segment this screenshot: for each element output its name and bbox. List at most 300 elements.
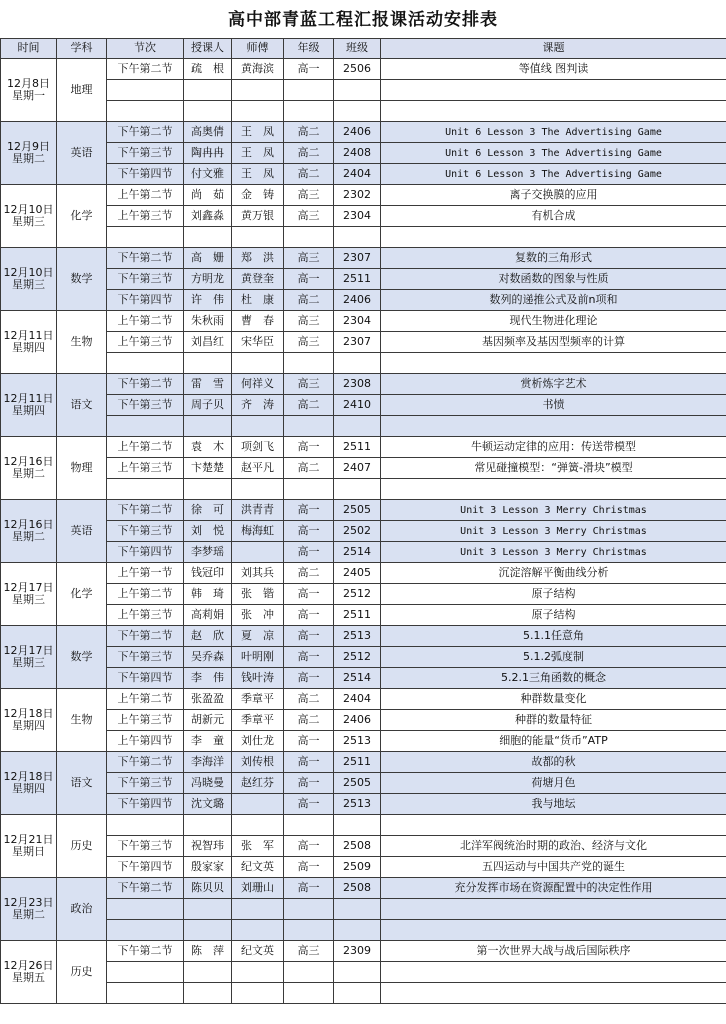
- period-cell: 上午第一节: [107, 563, 184, 584]
- date-label: 12月21日: [3, 833, 54, 846]
- table-row: [1, 815, 726, 836]
- grade-cell: [284, 80, 334, 101]
- table-row: [1, 920, 726, 941]
- mentor-cell: 刘其兵: [232, 563, 284, 584]
- period-cell: [107, 815, 184, 836]
- topic-cell: Unit 3 Lesson 3 Merry Christmas: [381, 521, 726, 542]
- table-row: [1, 752, 726, 773]
- grade-cell: 高三: [284, 311, 334, 332]
- table-row: [1, 584, 726, 605]
- class-cell: [334, 353, 381, 374]
- class-cell: 2406: [334, 290, 381, 311]
- mentor-cell: 郑 洪: [232, 248, 284, 269]
- teacher-cell: 朱秋雨: [184, 311, 232, 332]
- period-cell: 下午第二节: [107, 248, 184, 269]
- period-cell: 上午第二节: [107, 185, 184, 206]
- mentor-cell: 曹 春: [232, 311, 284, 332]
- grade-cell: [284, 479, 334, 500]
- weekday-label: 星期二: [12, 908, 45, 921]
- class-cell: 2410: [334, 395, 381, 416]
- date-label: 12月9日: [7, 140, 50, 153]
- period-cell: 上午第三节: [107, 605, 184, 626]
- date-label: 12月17日: [3, 644, 54, 657]
- grade-cell: [284, 983, 334, 1004]
- period-cell: 下午第二节: [107, 374, 184, 395]
- class-cell: [334, 227, 381, 248]
- class-cell: 2512: [334, 647, 381, 668]
- mentor-cell: 刘仕龙: [232, 731, 284, 752]
- column-header-grade: 年级: [284, 39, 334, 59]
- grade-cell: [284, 101, 334, 122]
- topic-cell: [381, 920, 726, 941]
- table-row: [1, 500, 726, 521]
- teacher-cell: [184, 815, 232, 836]
- class-cell: 2406: [334, 710, 381, 731]
- topic-cell: 现代生物进化理论: [381, 311, 726, 332]
- teacher-cell: 徐 可: [184, 500, 232, 521]
- weekday-label: 星期日: [12, 845, 45, 858]
- topic-cell: 我与地坛: [381, 794, 726, 815]
- mentor-cell: 何祥义: [232, 374, 284, 395]
- teacher-cell: 吴乔森: [184, 647, 232, 668]
- class-cell: [334, 920, 381, 941]
- subject-cell: 数学: [57, 626, 107, 689]
- topic-cell: Unit 3 Lesson 3 Merry Christmas: [381, 500, 726, 521]
- date-label: 12月11日: [3, 392, 54, 405]
- topic-cell: 种群数量变化: [381, 689, 726, 710]
- mentor-cell: 黄万银: [232, 206, 284, 227]
- grade-cell: 高三: [284, 185, 334, 206]
- mentor-cell: [232, 899, 284, 920]
- mentor-cell: 纪文英: [232, 857, 284, 878]
- teacher-cell: 许 伟: [184, 290, 232, 311]
- period-cell: 下午第四节: [107, 857, 184, 878]
- period-cell: 上午第二节: [107, 311, 184, 332]
- topic-cell: 五四运动与中国共产党的诞生: [381, 857, 726, 878]
- subject-cell: 化学: [57, 563, 107, 626]
- class-cell: 2408: [334, 143, 381, 164]
- grade-cell: 高一: [284, 794, 334, 815]
- topic-cell: 5.2.1三角函数的概念: [381, 668, 726, 689]
- class-cell: 2511: [334, 437, 381, 458]
- mentor-cell: 叶明刚: [232, 647, 284, 668]
- table-row: [1, 878, 726, 899]
- date-label: 12月26日: [3, 959, 54, 972]
- date-cell: [1, 878, 57, 941]
- date-label: 12月18日: [3, 707, 54, 720]
- teacher-cell: 付文雅: [184, 164, 232, 185]
- grade-cell: 高二: [284, 122, 334, 143]
- grade-cell: [284, 899, 334, 920]
- subject-cell: 生物: [57, 311, 107, 374]
- mentor-cell: [232, 80, 284, 101]
- weekday-label: 星期三: [12, 656, 45, 669]
- table-row: [1, 374, 726, 395]
- class-cell: 2308: [334, 374, 381, 395]
- mentor-cell: 季章平: [232, 710, 284, 731]
- mentor-cell: 金 铸: [232, 185, 284, 206]
- period-cell: 上午第四节: [107, 731, 184, 752]
- period-cell: 上午第三节: [107, 332, 184, 353]
- mentor-cell: 刘珊山: [232, 878, 284, 899]
- weekday-label: 星期五: [12, 971, 45, 984]
- period-cell: [107, 101, 184, 122]
- grade-cell: 高三: [284, 206, 334, 227]
- table-row: [1, 668, 726, 689]
- date-cell: [1, 185, 57, 248]
- topic-cell: [381, 227, 726, 248]
- subject-cell: 数学: [57, 248, 107, 311]
- column-header-class: 班级: [334, 39, 381, 59]
- table-row: [1, 563, 726, 584]
- class-cell: [334, 815, 381, 836]
- period-cell: [107, 983, 184, 1004]
- period-cell: [107, 920, 184, 941]
- period-cell: 上午第二节: [107, 689, 184, 710]
- topic-cell: 原子结构: [381, 584, 726, 605]
- topic-cell: 赏析炼字艺术: [381, 374, 726, 395]
- class-cell: [334, 899, 381, 920]
- topic-cell: 牛顿运动定律的应用：传送带模型: [381, 437, 726, 458]
- table-row: [1, 80, 726, 101]
- period-cell: 下午第二节: [107, 500, 184, 521]
- teacher-cell: 李 伟: [184, 668, 232, 689]
- grade-cell: 高一: [284, 668, 334, 689]
- topic-cell: Unit 6 Lesson 3 The Advertising Game: [381, 164, 726, 185]
- period-cell: 下午第四节: [107, 164, 184, 185]
- topic-cell: [381, 80, 726, 101]
- mentor-cell: 张 冲: [232, 605, 284, 626]
- teacher-cell: 高奥倩: [184, 122, 232, 143]
- date-cell: [1, 437, 57, 500]
- topic-cell: Unit 3 Lesson 3 Merry Christmas: [381, 542, 726, 563]
- teacher-cell: 李梦瑶: [184, 542, 232, 563]
- grade-cell: 高一: [284, 752, 334, 773]
- period-cell: 上午第三节: [107, 458, 184, 479]
- period-cell: 下午第三节: [107, 521, 184, 542]
- mentor-cell: 赵平凡: [232, 458, 284, 479]
- class-cell: 2406: [334, 122, 381, 143]
- class-cell: 2502: [334, 521, 381, 542]
- grade-cell: 高二: [284, 395, 334, 416]
- subject-cell: 生物: [57, 689, 107, 752]
- table-row: [1, 101, 726, 122]
- class-cell: [334, 983, 381, 1004]
- table-row: [1, 353, 726, 374]
- grade-cell: 高一: [284, 605, 334, 626]
- class-cell: 2304: [334, 311, 381, 332]
- period-cell: 下午第二节: [107, 59, 184, 80]
- grade-cell: 高一: [284, 542, 334, 563]
- period-cell: 下午第二节: [107, 752, 184, 773]
- grade-cell: 高一: [284, 836, 334, 857]
- teacher-cell: 疏 根: [184, 59, 232, 80]
- class-cell: 2304: [334, 206, 381, 227]
- period-cell: 下午第三节: [107, 269, 184, 290]
- table-row: [1, 164, 726, 185]
- weekday-label: 星期三: [12, 278, 45, 291]
- grade-cell: 高三: [284, 248, 334, 269]
- date-label: 12月10日: [3, 266, 54, 279]
- period-cell: [107, 479, 184, 500]
- table-row: [1, 269, 726, 290]
- mentor-cell: 王 凤: [232, 143, 284, 164]
- date-label: 12月10日: [3, 203, 54, 216]
- teacher-cell: 袁 木: [184, 437, 232, 458]
- subject-cell: 英语: [57, 500, 107, 563]
- class-cell: 2508: [334, 878, 381, 899]
- mentor-cell: 王 凤: [232, 122, 284, 143]
- mentor-cell: 宋华臣: [232, 332, 284, 353]
- grade-cell: 高三: [284, 374, 334, 395]
- date-cell: [1, 815, 57, 878]
- teacher-cell: [184, 80, 232, 101]
- date-cell: [1, 752, 57, 815]
- topic-cell: 离子交换膜的应用: [381, 185, 726, 206]
- subject-cell: 历史: [57, 815, 107, 878]
- topic-cell: [381, 983, 726, 1004]
- class-cell: [334, 416, 381, 437]
- grade-cell: 高一: [284, 878, 334, 899]
- grade-cell: [284, 227, 334, 248]
- period-cell: [107, 353, 184, 374]
- table-row: [1, 983, 726, 1004]
- table-row: [1, 437, 726, 458]
- date-label: 12月18日: [3, 770, 54, 783]
- teacher-cell: [184, 899, 232, 920]
- topic-cell: 原子结构: [381, 605, 726, 626]
- subject-cell: 语文: [57, 374, 107, 437]
- mentor-cell: [232, 542, 284, 563]
- period-cell: 下午第二节: [107, 122, 184, 143]
- topic-cell: 基因频率及基因型频率的计算: [381, 332, 726, 353]
- topic-cell: 故都的秋: [381, 752, 726, 773]
- grade-cell: 高一: [284, 647, 334, 668]
- topic-cell: [381, 353, 726, 374]
- period-cell: [107, 227, 184, 248]
- class-cell: 2404: [334, 164, 381, 185]
- weekday-label: 星期二: [12, 530, 45, 543]
- class-cell: [334, 962, 381, 983]
- period-cell: [107, 416, 184, 437]
- period-cell: 上午第三节: [107, 206, 184, 227]
- period-cell: 下午第三节: [107, 647, 184, 668]
- weekday-label: 星期二: [12, 152, 45, 165]
- mentor-cell: [232, 416, 284, 437]
- class-cell: 2404: [334, 689, 381, 710]
- period-cell: 下午第三节: [107, 143, 184, 164]
- class-cell: 2514: [334, 668, 381, 689]
- mentor-cell: [232, 794, 284, 815]
- class-cell: 2505: [334, 500, 381, 521]
- teacher-cell: 高 姗: [184, 248, 232, 269]
- weekday-label: 星期四: [12, 341, 45, 354]
- mentor-cell: 刘传根: [232, 752, 284, 773]
- topic-cell: 北洋军阀统治时期的政治、经济与文化: [381, 836, 726, 857]
- header-row: [1, 39, 726, 59]
- table-row: [1, 479, 726, 500]
- topic-cell: 5.1.2弧度制: [381, 647, 726, 668]
- class-cell: 2508: [334, 836, 381, 857]
- topic-cell: 细胞的能量“货币”ATP: [381, 731, 726, 752]
- grade-cell: [284, 353, 334, 374]
- mentor-cell: 齐 涛: [232, 395, 284, 416]
- class-cell: 2309: [334, 941, 381, 962]
- class-cell: 2307: [334, 332, 381, 353]
- class-cell: 2302: [334, 185, 381, 206]
- grade-cell: 高一: [284, 731, 334, 752]
- mentor-cell: [232, 983, 284, 1004]
- grade-cell: 高一: [284, 584, 334, 605]
- period-cell: 上午第二节: [107, 437, 184, 458]
- mentor-cell: [232, 479, 284, 500]
- mentor-cell: 黄登奎: [232, 269, 284, 290]
- table-row: [1, 59, 726, 80]
- topic-cell: [381, 101, 726, 122]
- table-row: [1, 836, 726, 857]
- period-cell: [107, 80, 184, 101]
- table-row: [1, 962, 726, 983]
- date-label: 12月16日: [3, 518, 54, 531]
- subject-cell: 化学: [57, 185, 107, 248]
- topic-cell: 5.1.1任意角: [381, 626, 726, 647]
- table-row: [1, 311, 726, 332]
- topic-cell: 书愤: [381, 395, 726, 416]
- mentor-cell: 张 军: [232, 836, 284, 857]
- grade-cell: [284, 920, 334, 941]
- teacher-cell: [184, 416, 232, 437]
- class-cell: 2511: [334, 605, 381, 626]
- teacher-cell: 刘鑫淼: [184, 206, 232, 227]
- class-cell: 2407: [334, 458, 381, 479]
- subject-cell: 地理: [57, 59, 107, 122]
- mentor-cell: 杜 康: [232, 290, 284, 311]
- topic-cell: 常见碰撞模型：“弹簧-滑块”模型: [381, 458, 726, 479]
- teacher-cell: 陈贝贝: [184, 878, 232, 899]
- topic-cell: [381, 479, 726, 500]
- topic-cell: 复数的三角形式: [381, 248, 726, 269]
- period-cell: 下午第四节: [107, 542, 184, 563]
- table-row: [1, 710, 726, 731]
- mentor-cell: 赵红芬: [232, 773, 284, 794]
- topic-cell: 第一次世界大战与战后国际秩序: [381, 941, 726, 962]
- column-header-topic: 课题: [381, 39, 726, 59]
- class-cell: 2506: [334, 59, 381, 80]
- teacher-cell: 刘 悦: [184, 521, 232, 542]
- grade-cell: 高一: [284, 500, 334, 521]
- subject-cell: 语文: [57, 752, 107, 815]
- grade-cell: 高二: [284, 143, 334, 164]
- teacher-cell: 周子贝: [184, 395, 232, 416]
- mentor-cell: 梅海虹: [232, 521, 284, 542]
- topic-cell: 数列的递推公式及前n项和: [381, 290, 726, 311]
- grade-cell: 高一: [284, 437, 334, 458]
- period-cell: 上午第三节: [107, 710, 184, 731]
- topic-cell: 沉淀溶解平衡曲线分析: [381, 563, 726, 584]
- date-cell: [1, 122, 57, 185]
- mentor-cell: 黄海滨: [232, 59, 284, 80]
- class-cell: [334, 479, 381, 500]
- grade-cell: 高二: [284, 290, 334, 311]
- teacher-cell: [184, 920, 232, 941]
- grade-cell: 高二: [284, 458, 334, 479]
- column-header-time: 时间: [1, 39, 57, 59]
- mentor-cell: 夏 凉: [232, 626, 284, 647]
- date-label: 12月17日: [3, 581, 54, 594]
- table-row: [1, 227, 726, 248]
- class-cell: 2512: [334, 584, 381, 605]
- teacher-cell: 胡新元: [184, 710, 232, 731]
- period-cell: 下午第三节: [107, 836, 184, 857]
- teacher-cell: 陶冉冉: [184, 143, 232, 164]
- period-cell: 下午第二节: [107, 878, 184, 899]
- topic-cell: [381, 416, 726, 437]
- grade-cell: 高一: [284, 626, 334, 647]
- column-header-mentor: 师傅: [232, 39, 284, 59]
- date-cell: [1, 563, 57, 626]
- topic-cell: 有机合成: [381, 206, 726, 227]
- mentor-cell: 王 凤: [232, 164, 284, 185]
- weekday-label: 星期三: [12, 215, 45, 228]
- schedule-body: [1, 59, 726, 1004]
- class-cell: 2513: [334, 731, 381, 752]
- weekday-label: 星期一: [12, 89, 45, 102]
- table-row: [1, 647, 726, 668]
- weekday-label: 星期三: [12, 593, 45, 606]
- page-title: 高中部青蓝工程汇报课活动安排表: [228, 10, 498, 30]
- table-row: [1, 290, 726, 311]
- table-row: [1, 122, 726, 143]
- column-header-period: 节次: [107, 39, 184, 59]
- date-label: 12月11日: [3, 329, 54, 342]
- column-header-teacher: 授课人: [184, 39, 232, 59]
- table-row: [1, 143, 726, 164]
- teacher-cell: 雷 雪: [184, 374, 232, 395]
- teacher-cell: [184, 479, 232, 500]
- date-cell: [1, 626, 57, 689]
- period-cell: 下午第二节: [107, 941, 184, 962]
- class-cell: 2513: [334, 794, 381, 815]
- topic-cell: 对数函数的图象与性质: [381, 269, 726, 290]
- date-cell: [1, 248, 57, 311]
- table-row: [1, 941, 726, 962]
- teacher-cell: 刘昌红: [184, 332, 232, 353]
- date-cell: [1, 500, 57, 563]
- period-cell: 下午第四节: [107, 794, 184, 815]
- grade-cell: [284, 962, 334, 983]
- class-cell: 2307: [334, 248, 381, 269]
- period-cell: [107, 962, 184, 983]
- teacher-cell: 李 童: [184, 731, 232, 752]
- class-cell: 2405: [334, 563, 381, 584]
- class-cell: [334, 101, 381, 122]
- topic-cell: [381, 899, 726, 920]
- teacher-cell: 李海洋: [184, 752, 232, 773]
- teacher-cell: [184, 227, 232, 248]
- date-cell: [1, 311, 57, 374]
- teacher-cell: [184, 353, 232, 374]
- period-cell: 下午第三节: [107, 395, 184, 416]
- weekday-label: 星期四: [12, 719, 45, 732]
- teacher-cell: [184, 962, 232, 983]
- table-row: [1, 542, 726, 563]
- grade-cell: 高一: [284, 269, 334, 290]
- topic-cell: [381, 815, 726, 836]
- grade-cell: 高一: [284, 773, 334, 794]
- table-row: [1, 899, 726, 920]
- schedule-table: [0, 38, 726, 1004]
- class-cell: 2509: [334, 857, 381, 878]
